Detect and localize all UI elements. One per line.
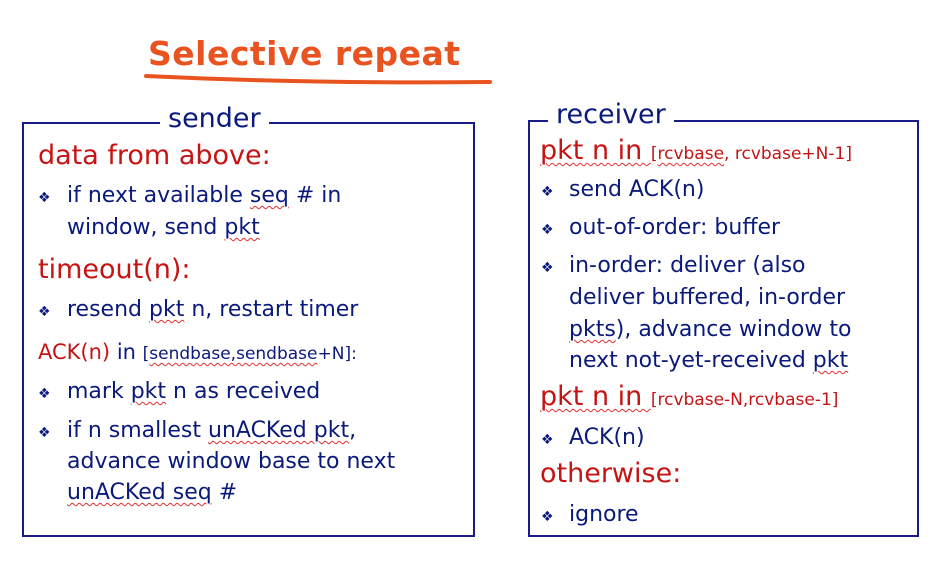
text: ACK(n) — [38, 340, 111, 364]
text: unACKed seq — [67, 480, 212, 505]
text: pkt — [224, 215, 260, 240]
sender-ack-heading — [38, 340, 357, 364]
text: , — [349, 418, 357, 443]
text: pkt n in — [540, 381, 651, 412]
text: if n smallest — [67, 418, 209, 443]
text: if next available — [67, 183, 250, 208]
text: # in — [288, 183, 342, 208]
text: in — [110, 340, 143, 364]
text: pkt n in — [540, 135, 651, 166]
sender-ack-bullet2-line1 — [67, 418, 356, 443]
text: pkt — [812, 348, 849, 373]
text: ), advance window to — [615, 317, 852, 342]
bullet-icon: ❖ — [541, 432, 554, 448]
sender-data-bullet-line2 — [67, 215, 260, 240]
text: next not-yet-received — [569, 348, 813, 373]
text: n, restart timer — [184, 297, 359, 322]
bullet-icon: ❖ — [541, 222, 554, 238]
text: sendbase,sendbase — [149, 344, 318, 364]
text: n as received — [166, 379, 321, 404]
text: pkt — [149, 297, 185, 322]
receiver-in-order-line3 — [569, 317, 851, 342]
sender-timeout-heading: timeout(n): — [38, 254, 191, 285]
bullet-icon: ❖ — [541, 260, 554, 276]
page-title: Selective repeat — [148, 34, 461, 73]
text: mark — [67, 379, 131, 404]
sender-legend: sender — [160, 104, 269, 134]
sender-ack-bullet2-line3 — [67, 480, 237, 505]
receiver-ignore: ignore — [569, 502, 639, 527]
text: # — [211, 480, 238, 505]
sender-data-bullet-line1 — [67, 183, 341, 208]
text: pkts — [569, 317, 616, 342]
text: , rcvbase+N-1] — [724, 144, 852, 164]
text: pkt — [130, 379, 167, 404]
text: seq — [249, 183, 289, 208]
bullet-icon: ❖ — [38, 386, 51, 402]
receiver-out-of-order: out-of-order: buffer — [569, 215, 781, 240]
title-underline — [142, 70, 496, 92]
receiver-in-order-line4 — [569, 348, 848, 373]
receiver-ack: ACK(n) — [569, 425, 645, 450]
receiver-send-ack: send ACK(n) — [569, 177, 705, 202]
bullet-icon: ❖ — [38, 304, 51, 320]
text: unACKed pkt — [208, 418, 350, 443]
receiver-pkt2-heading — [540, 381, 838, 412]
receiver-in-order-line2: deliver buffered, in-order — [569, 285, 846, 310]
text: [rcvbase-N,rcvbase-1] — [650, 390, 839, 410]
bullet-icon: ❖ — [38, 425, 51, 441]
text: rcvbase — [657, 144, 725, 164]
sender-ack-bullet2-line2: advance window base to next — [67, 449, 396, 474]
receiver-legend: receiver — [548, 100, 674, 130]
sender-data-heading: data from above: — [38, 140, 271, 171]
receiver-otherwise-heading: otherwise: — [540, 458, 682, 489]
text: +N]: — [317, 344, 357, 364]
bullet-icon: ❖ — [541, 184, 554, 200]
bullet-icon: ❖ — [38, 190, 51, 206]
sender-timeout-bullet — [67, 297, 358, 322]
text: [ — [142, 344, 150, 364]
bullet-icon: ❖ — [541, 509, 554, 525]
sender-ack-bullet1 — [67, 379, 320, 404]
text: [ — [650, 144, 658, 164]
text: resend — [67, 297, 149, 322]
receiver-pkt1-heading — [540, 135, 852, 166]
receiver-in-order-line1: in-order: deliver (also — [569, 253, 806, 278]
text: window, send — [67, 215, 225, 240]
